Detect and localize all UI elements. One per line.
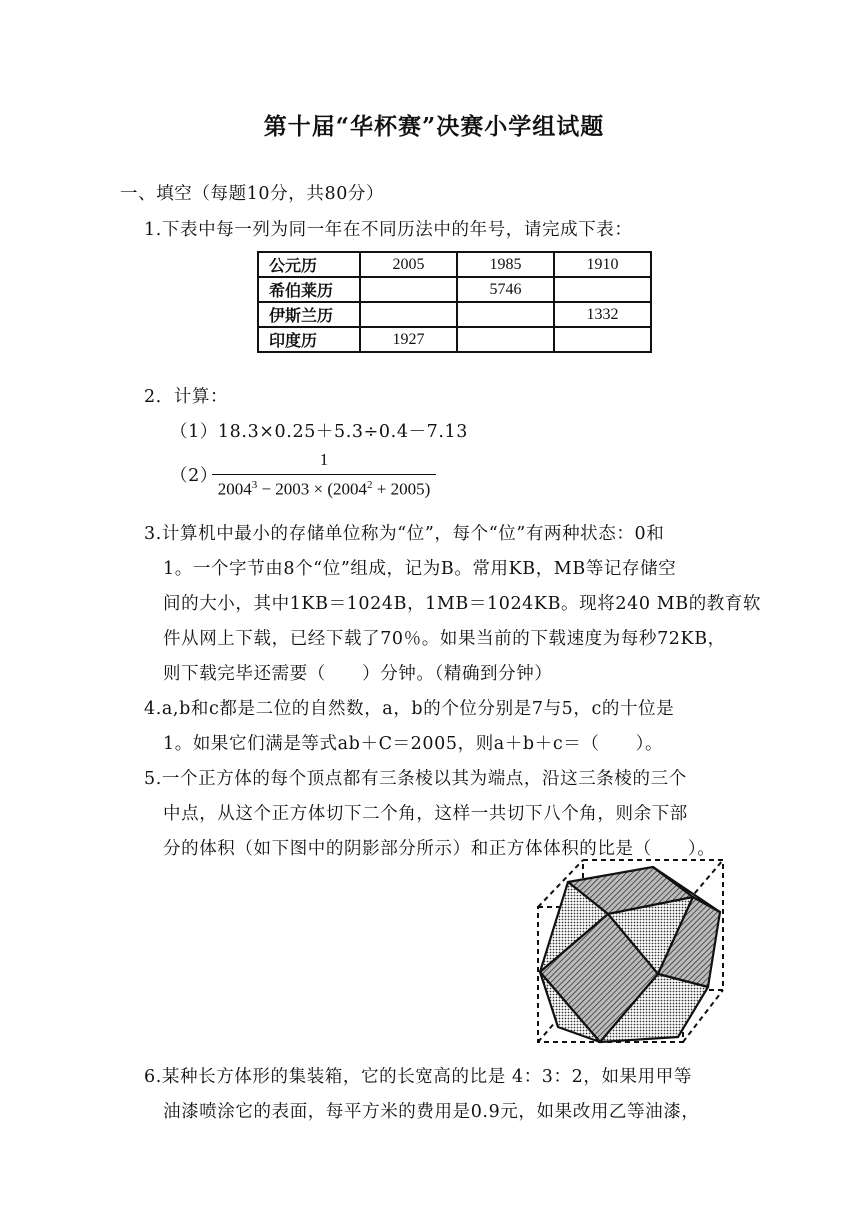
row-header: 伊斯兰历 (258, 302, 360, 327)
question-2-part-1: （1）18.3×0.25＋5.3÷0.4－7.13 (170, 422, 469, 442)
question-1: 1.下表中每一列为同一年在不同历法中的年号，请完成下表： (144, 220, 633, 240)
row-header: 公元历 (258, 252, 360, 277)
question-3-line: 3.计算机中最小的存储单位称为“位”，每个“位”有两种状态：0和 (144, 524, 665, 544)
den-exponent: 2 (367, 479, 373, 491)
question-3-line: 件从网上下载，已经下载了70％。如果当前的下载速度为每秒72KB， (163, 629, 726, 649)
fraction-denominator (212, 475, 436, 500)
table-cell (360, 277, 457, 302)
question-3-line: 间的大小，其中1KB＝1024B，1MB＝1024KB。现将240 MB的教育软 (163, 594, 762, 614)
question-3-line: 1。一个字节由8个“位”组成，记为B。常用KB，MB等记存储空 (163, 559, 677, 579)
question-6-line: 6.某种长方体形的集装箱，它的长宽高的比是 4：3：2，如果用甲等 (144, 1067, 692, 1087)
row-header: 希伯莱历 (258, 277, 360, 302)
table-cell (457, 302, 554, 327)
table-cell: 1332 (554, 302, 651, 327)
question-2-label: 2．计算： (144, 387, 229, 407)
den-term: + 2005) (372, 479, 431, 499)
table-cell: 2005 (360, 252, 457, 277)
den-term: − 2003 × (2004 (257, 479, 368, 499)
table-row (258, 252, 651, 277)
question-3-line: 则下载完毕还需要（ ）分钟。（精确到分钟） (163, 664, 553, 684)
den-exponent: 3 (251, 479, 258, 491)
section-heading: 一、填空（每题10分，共80分） (120, 184, 385, 204)
table-cell (457, 327, 554, 352)
page-title: 第十届“华杯赛”决赛小学组试题 (263, 113, 605, 140)
question-5-line: 分的体积（如下图中的阴影部分所示）和正方体体积的比是（ ）。 (163, 839, 716, 859)
question-6-line: 油漆喷涂它的表面，每平方米的费用是0.9元，如果改用乙等油漆， (163, 1102, 700, 1122)
den-term: 2004 (217, 479, 252, 499)
row-header: 印度历 (258, 327, 360, 352)
question-4-line: 4.a,b和c都是二位的自然数，a，b的个位分别是7与5，c的十位是 (144, 699, 675, 719)
table-row (258, 327, 651, 352)
table-cell: 1927 (360, 327, 457, 352)
question-4-line: 1。如果它们满是等式ab＋C＝2005，则a＋b＋c＝（ ）。 (163, 734, 664, 754)
table-cell: 1985 (457, 252, 554, 277)
table-cell: 1910 (554, 252, 651, 277)
table-row (258, 277, 651, 302)
table-cell (360, 302, 457, 327)
table-cell (554, 277, 651, 302)
table-row (258, 302, 651, 327)
fraction-numerator: 1 (319, 450, 329, 469)
question-2-part-2-label: （2） (170, 466, 218, 486)
fraction-expression (212, 450, 436, 500)
question-5-line: 5.一个正方体的每个顶点都有三条棱以其为端点，沿这三条棱的三个 (144, 769, 687, 789)
calendar-table (257, 251, 652, 353)
table-cell: 5746 (457, 277, 554, 302)
table-cell (554, 327, 651, 352)
cuboctahedron-figure (528, 852, 728, 1047)
question-5-line: 中点，从这个正方体切下二个角，这样一共切下八个角，则余下部 (163, 804, 688, 824)
